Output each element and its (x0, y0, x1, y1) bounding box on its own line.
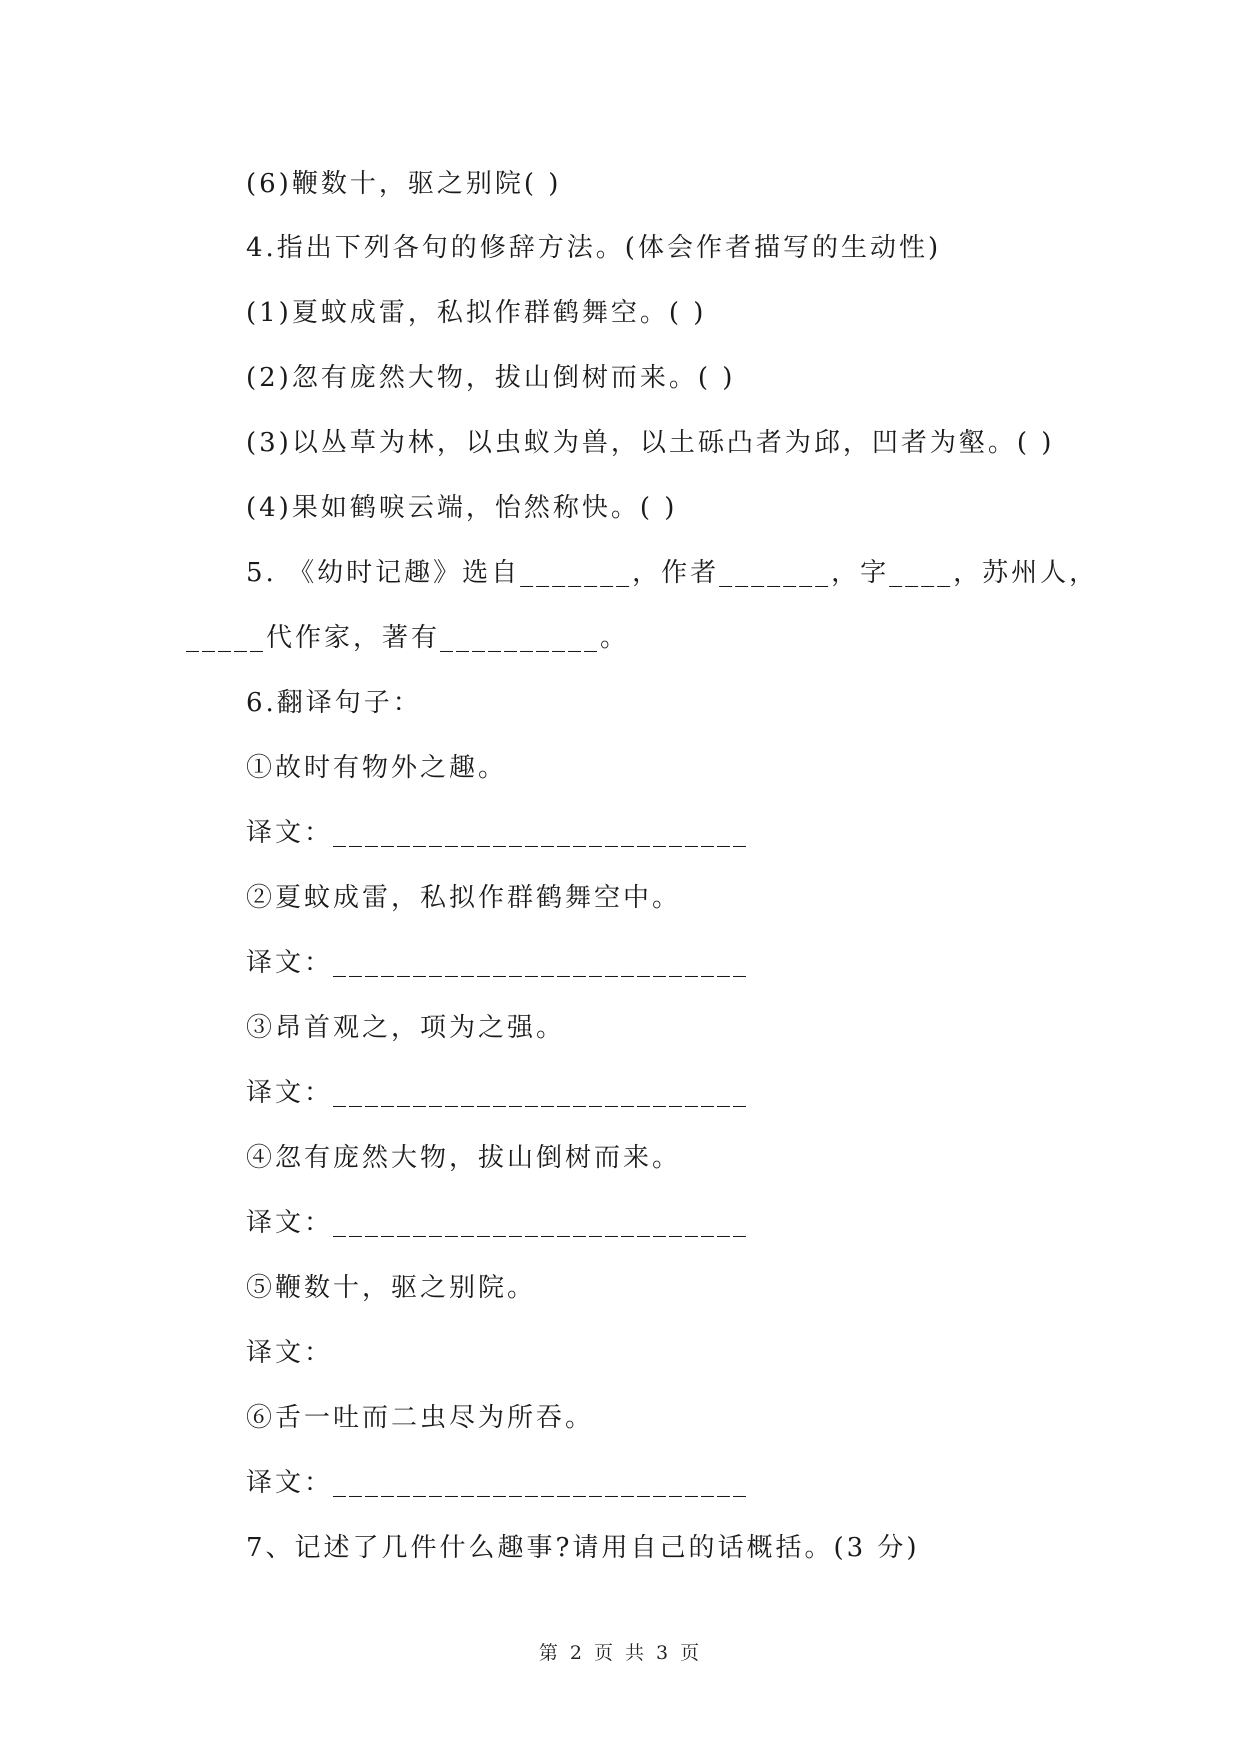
question-6-title: 6.翻译句子： (246, 688, 422, 718)
question-6-sentence-3: ③昂首观之，项为之强。 (246, 1013, 566, 1043)
translation-3: 译文：__________________________ (246, 1078, 750, 1108)
translation-6: 译文：__________________________ (246, 1468, 750, 1498)
page-footer: 第 2 页 共 3 页 (538, 1642, 703, 1664)
question-5-line-1: 5. 《幼时记趣》选自_______，作者_______，字____，苏州人， (246, 558, 1099, 588)
question-5-line-2: _____代作家，著有__________。 (186, 623, 630, 653)
question-4-title: 4.指出下列各句的修辞方法。(体会作者描写的生动性) (246, 233, 942, 263)
translation-1: 译文：__________________________ (246, 818, 750, 848)
translation-5: 译文： (246, 1338, 334, 1368)
question-4-item-1: (1)夏蚊成雷，私拟作群鹤舞空。( ) (246, 298, 707, 328)
translation-2: 译文：__________________________ (246, 948, 750, 978)
question-4-item-3: (3)以丛草为林，以虫蚁为兽，以土砾凸者为邱，凹者为壑。( ) (246, 428, 1055, 458)
question-6-sentence-5: ⑤鞭数十，驱之别院。 (246, 1273, 537, 1303)
question-6-sentence-6: ⑥舌一吐而二虫尽为所吞。 (246, 1403, 595, 1433)
translation-4: 译文：__________________________ (246, 1208, 750, 1238)
question-3-item-6: (6)鞭数十，驱之别院( ) (246, 169, 562, 199)
question-7: 7、记述了几件什么趣事?请用自己的话概括。(3 分) (246, 1533, 920, 1563)
question-4-item-4: (4)果如鹤唳云端，怡然称快。( ) (246, 493, 678, 523)
question-6-sentence-2: ②夏蚊成雷，私拟作群鹤舞空中。 (246, 883, 682, 913)
question-6-sentence-4: ④忽有庞然大物，拔山倒树而来。 (246, 1143, 682, 1173)
question-6-sentence-1: ①故时有物外之趣。 (246, 753, 508, 783)
question-4-item-2: (2)忽有庞然大物，拔山倒树而来。( ) (246, 363, 736, 393)
